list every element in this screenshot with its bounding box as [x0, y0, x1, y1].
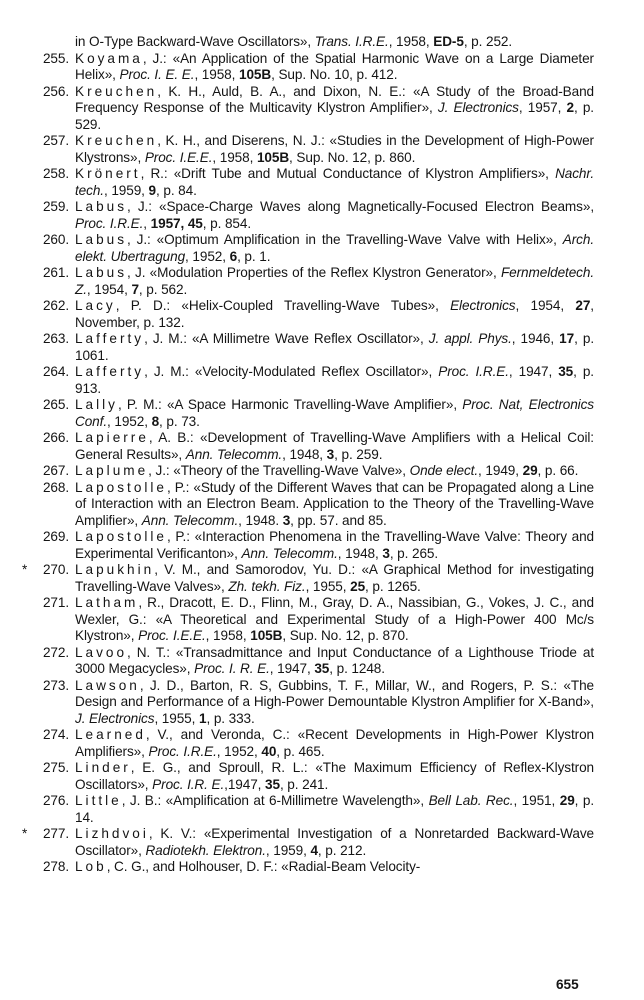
reference-details: , K. V.: «Experimental Investigation of a Nonretarded Backward-Wave Oscillator»,: [75, 826, 594, 858]
reference-details: , P. D.: «Helix-Coupled Travelling-Wave Tubes»,: [115, 298, 451, 313]
reference-details: , R., Dracott, E. D., Flinn, M., Gray, D. A., Nassibian, G., Vokes, J. C., and Wexler, G.: «A Theoretical and Experimental Study of a High-Power 400 Mc/s Klystron»,: [75, 595, 594, 643]
reference-journal: Radiotekh. Elektron.: [145, 842, 266, 858]
reference-details: , J.: «Theory of the Travelling-Wave Valve»,: [148, 463, 410, 478]
reference-author: Lapostolle: [75, 529, 167, 544]
reference-journal: J. appl. Phys.: [428, 331, 512, 346]
reference-volume: 105B: [250, 628, 283, 643]
reference-pages: , p. 1061.: [75, 331, 594, 363]
reference-author: Kreuchen: [75, 83, 158, 99]
reference-author: Laplume: [75, 463, 149, 478]
reference-pages: , p. 259.: [334, 446, 383, 462]
reference-journal: Proc. I. R. E.: [194, 661, 270, 676]
reference-number: 261.: [42, 265, 69, 280]
reference-text: [75, 793, 594, 826]
reference-author: Lob: [75, 859, 107, 874]
reference-pages: , p. 562.: [138, 281, 188, 297]
reference-author: Labus: [75, 265, 128, 280]
reference-entry: [22, 562, 594, 595]
reference-pages: , p. 854.: [202, 215, 252, 231]
reference-pages: , p. 529.: [75, 100, 594, 132]
reference-year: , 1959,: [265, 842, 311, 858]
reference-text: [75, 529, 594, 562]
reference-pages: , p. 66.: [537, 463, 579, 478]
reference-year: , 1959,: [103, 182, 149, 198]
reference-journal: Proc. I. E. E.: [119, 67, 195, 82]
reference-volume: 35: [558, 364, 574, 379]
reference-details: , J. «Modulation Properties of the Reflex Klystron Generator»,: [127, 265, 501, 280]
reference-entry: [22, 678, 594, 728]
reference-pages: , p. 913.: [75, 364, 594, 396]
reference-pages: , p. 1248.: [329, 661, 385, 676]
reference-number: 276.: [42, 793, 69, 808]
reference-author: Lavoo: [75, 644, 128, 660]
reference-volume: 1957, 45: [150, 215, 203, 231]
reference-details: , P.: «Study of the Different Waves that can be Propagated along a Line of Interaction with an Electron Beam. Application to the Theory of the Travelling-Wave Amplifier»,: [75, 479, 594, 528]
reference-volume: 1: [199, 710, 207, 726]
reference-text: [75, 298, 594, 331]
reference-number: 266.: [42, 430, 69, 445]
reference-pages: , p. 265.: [389, 545, 439, 561]
reference-author: Kreuchen: [75, 133, 158, 148]
reference-year: , 1952,: [185, 248, 230, 264]
reference-year: , 1954,: [515, 298, 576, 313]
reference-details: , J. D., Barton, R. S, Gubbins, T. F., Millar, W., and Rogers, P. S.: «The Design and Performance of a High-Power Demountable Klystron Amplifier for X-Band»,: [75, 677, 594, 709]
reference-year: , 1946,: [511, 331, 560, 346]
reference-year: , 1958,: [212, 149, 257, 165]
reference-entry: [22, 397, 594, 430]
reference-journal: Ann. Telecomm.: [185, 446, 283, 462]
reference-number: 255.: [42, 50, 69, 66]
reference-number: 275.: [42, 760, 69, 775]
reference-year: , 1948,: [282, 446, 327, 462]
reference-journal: Bell Lab. Rec.: [428, 793, 514, 808]
reference-number: 259.: [42, 199, 69, 214]
reference-year: , 1947,: [508, 364, 559, 379]
reference-journal: Zh. tekh. Fiz.: [228, 578, 306, 594]
reference-pages: , p. 84.: [156, 182, 197, 198]
reference-details: , J. M.: «Velocity-Modulated Reflex Oscillator»,: [144, 364, 439, 379]
reference-number: 271.: [42, 595, 69, 610]
reference-number: 278.: [42, 859, 69, 874]
reference-entry: [22, 199, 594, 232]
reference-author: Little: [75, 793, 122, 808]
reference-details: , V., and Veronda, C.: «Recent Developments in High-Power Klystron Amplifiers»,: [75, 727, 594, 759]
reference-number: 262.: [42, 298, 69, 313]
reference-entry: [22, 826, 594, 859]
reference-volume: 105B: [239, 67, 272, 82]
reference-details: , J.: «An Application of the Spatial Harmonic Wave on a Large Diameter Helix»,: [75, 50, 594, 82]
reference-year: ,: [143, 215, 151, 231]
reference-entry: [22, 232, 594, 265]
reference-volume: 35: [265, 776, 280, 792]
reference-text: [75, 760, 594, 793]
reference-text: [75, 562, 594, 595]
reference-text: [75, 595, 594, 645]
reference-number: 264.: [42, 364, 69, 379]
reference-details: , K. H., Auld, B. A., and Dixon, N. E.: «A Study of the Broad-Band Frequency Response of the Multicavity Klystron Amplifier»,: [75, 83, 594, 115]
reference-pages: , p. 73.: [159, 413, 200, 429]
reference-details: , E. G., and Sproull, R. L.: «The Maximum Efficiency of Reflex-Klystron Oscillators»,: [75, 760, 594, 792]
reference-number: 256.: [42, 83, 69, 99]
reference-text: [75, 331, 594, 364]
reference-details: , P. M.: «A Space Harmonic Travelling-Wave Amplifier»,: [117, 397, 463, 412]
reference-details: , J. M.: «A Millimetre Wave Reflex Oscillator»,: [144, 331, 429, 346]
reference-entry: [22, 859, 594, 876]
reference-entry: [22, 760, 594, 793]
reference-entry: [22, 51, 594, 84]
reference-entry: [22, 645, 594, 678]
reference-number: 277.: [42, 826, 69, 841]
reference-volume: 25: [350, 578, 366, 594]
reference-journal: J. Electronics: [75, 710, 155, 726]
reference-volume: 3: [326, 446, 335, 462]
reference-volume: 2: [566, 100, 574, 115]
reference-details: , V. M., and Samorodov, Yu. D.: «A Graphical Method for investigating Travelling-Wave Valves»,: [75, 562, 594, 594]
reference-details: , J.: «Optimum Amplification in the Travelling-Wave Valve with Helix»,: [127, 232, 563, 247]
reference-details: , P.: «Interaction Phenomena in the Travelling-Wave Valve: Theory and Experimental Verificanton»,: [75, 529, 594, 561]
reference-author: Lafferty: [75, 331, 145, 346]
reference-year: , 1948.: [238, 512, 283, 528]
reference-pages: , p. 212.: [317, 842, 367, 858]
reference-details: , K. H., and Diserens, N. J.: «Studies in the Development of High-Power Klystrons»,: [75, 133, 594, 165]
reference-volume: 3: [282, 512, 291, 528]
reference-number: 263.: [42, 331, 69, 346]
reference-details: , A. B.: «Development of Travelling-Wave Amplifiers with a Helical Coil: General Results»,: [75, 430, 594, 462]
reference-year: , 1955,: [305, 578, 351, 594]
reference-details: , J. B.: «Amplification at 6-Millimetre Wavelength»,: [121, 793, 429, 808]
reference-number: 268.: [42, 479, 69, 495]
reference-star-marker: *: [22, 562, 28, 577]
reference-author: Lafferty: [75, 364, 145, 379]
reference-volume: 3: [382, 545, 390, 561]
reference-pages: , p. 465.: [276, 743, 325, 759]
reference-year: , 1952,: [107, 413, 152, 429]
reference-volume: 35: [314, 661, 330, 676]
reference-volume: 9: [148, 182, 157, 198]
reference-author: Latham: [75, 595, 139, 610]
reference-number: 269.: [42, 529, 69, 544]
reference-volume: 4: [310, 842, 318, 858]
reference-pages: , p. 14.: [75, 793, 594, 825]
reference-journal: Proc. I.E.E.: [144, 149, 213, 165]
reference-author: Lapostolle: [75, 479, 167, 495]
reference-text: [75, 133, 594, 166]
reference-volume: 40: [261, 743, 277, 759]
reference-entry: [22, 166, 594, 199]
reference-number: 260.: [42, 232, 69, 247]
reference-text: [75, 645, 594, 678]
reference-journal: Proc. Nat, Electronics Conf.: [75, 397, 594, 429]
reference-author: Lapukhin: [75, 562, 155, 577]
reference-entry: [22, 463, 594, 480]
reference-volume: 29: [559, 793, 575, 808]
reference-year: , 1957,: [518, 100, 567, 115]
reference-journal: Electronics: [450, 298, 516, 313]
reference-entry: [22, 265, 594, 298]
reference-entry: [22, 298, 594, 331]
reference-number: 267.: [42, 463, 69, 478]
reference-volume: 6: [229, 248, 238, 264]
reference-details: , J.: «Space-Charge Waves along Magnetically-Focused Electron Beams»,: [127, 199, 594, 214]
reference-number: 258.: [42, 166, 69, 181]
reference-journal: Ann. Telecomm.: [241, 545, 338, 561]
reference-author: Learned: [75, 727, 146, 742]
reference-entries: [22, 51, 594, 876]
reference-year: , 1952,: [216, 743, 262, 759]
reference-journal: Nachr. tech.: [75, 166, 594, 198]
reference-journal: Proc. I.R. E.: [152, 776, 225, 792]
reference-volume: 17: [559, 331, 575, 346]
reference-year: , 1958,: [205, 628, 251, 643]
reference-text: [75, 364, 594, 397]
reference-continuation: in O-Type Backward-Wave Oscillators», Trans. I.R.E., 1958, ED-5, p. 252.: [75, 34, 513, 49]
reference-journal: Arch. elekt. Ubertragung: [75, 232, 594, 264]
reference-list: [22, 34, 594, 876]
reference-volume: 27: [575, 298, 591, 313]
reference-year: , 1947,: [269, 661, 315, 676]
reference-number: 257.: [42, 133, 69, 148]
reference-entry: [22, 529, 594, 562]
reference-year: , 1951,: [513, 793, 560, 808]
reference-pages: , p. 1.: [237, 248, 271, 264]
reference-author: Labus: [75, 199, 128, 214]
reference-pages: , p. 241.: [279, 776, 329, 792]
reference-number: 265.: [42, 397, 69, 412]
reference-pages: , Sup. No. 12, p. 860.: [289, 149, 416, 165]
reference-pages: , Sup. No. 10, p. 412.: [271, 67, 398, 82]
reference-pages: , p. 1265.: [365, 578, 421, 594]
reference-entry: [22, 430, 594, 463]
reference-entry: [22, 133, 594, 166]
reference-journal: Proc. I.R.E.: [438, 364, 509, 379]
reference-year: ,1947,: [224, 776, 266, 792]
reference-entry: [22, 480, 594, 530]
reference-number: 272.: [42, 644, 69, 660]
reference-entry: [22, 364, 594, 397]
reference-author: Linder: [75, 760, 131, 775]
reference-text: [75, 678, 594, 728]
reference-volume: 29: [522, 463, 538, 478]
reference-entry: [22, 793, 594, 826]
reference-pages: , November, p. 132.: [75, 298, 594, 330]
reference-volume: 105B: [256, 149, 290, 165]
reference-text: [75, 51, 594, 84]
reference-text: [75, 232, 594, 265]
reference-text: [75, 166, 594, 199]
reference-number: 274.: [42, 727, 69, 742]
reference-number: 270.: [42, 562, 69, 577]
reference-year: , 1958,: [194, 67, 239, 82]
reference-details: , C. G., and Holhouser, D. F.: «Radial-Beam Velocity-: [106, 859, 421, 874]
reference-year: , 1949,: [478, 463, 523, 478]
reference-entry: [22, 84, 594, 134]
page-number: 655: [556, 977, 579, 992]
reference-text: [75, 480, 594, 530]
reference-year: , 1948,: [337, 545, 383, 561]
reference-journal: Proc. I.R.E.: [75, 215, 144, 231]
reference-journal: Fernmeldetech. Z.: [75, 265, 594, 297]
reference-text: [75, 430, 594, 463]
reference-text: [75, 397, 594, 430]
reference-journal: Onde elect.: [409, 463, 479, 478]
reference-author: Lacy: [75, 298, 116, 313]
reference-journal: J. Electronics: [437, 100, 519, 115]
reference-year: , 1955,: [154, 710, 199, 726]
reference-author: Krönert: [75, 166, 141, 181]
reference-star-marker: *: [22, 826, 28, 841]
reference-author: Koyama: [75, 50, 143, 66]
reference-text: [75, 265, 594, 298]
reference-volume: 8: [151, 413, 160, 429]
reference-author: Labus: [75, 232, 128, 247]
reference-journal: Proc. I.E.E.: [138, 628, 206, 643]
reference-text: [75, 859, 594, 876]
reference-text: [75, 826, 594, 859]
reference-journal: Proc. I.R.E.: [148, 743, 217, 759]
reference-text: [75, 84, 594, 134]
reference-entry: [22, 727, 594, 760]
reference-author: Lally: [75, 397, 118, 412]
reference-pages: , p. 333.: [206, 710, 255, 726]
reference-author: Lizhdvoi: [75, 826, 149, 841]
reference-text: [75, 727, 594, 760]
reference-author: Lapierre: [75, 430, 149, 445]
reference-pages: , Sup. No. 12, p. 870.: [282, 628, 409, 643]
reference-details: , R.: «Drift Tube and Mutual Conductance of Klystron Amplifiers»,: [140, 166, 556, 181]
reference-text: [75, 199, 594, 232]
reference-volume: 7: [131, 281, 139, 297]
reference-pages: , pp. 57. and 85.: [290, 512, 387, 528]
reference-entry: [22, 595, 594, 645]
reference-year: , 1954,: [86, 281, 132, 297]
reference-entry: [22, 331, 594, 364]
reference-text: [75, 463, 594, 480]
reference-details: , N. T.: «Transadmittance and Input Conductance of a Lighthouse Triode at 3000 Megacycles»,: [75, 644, 594, 676]
reference-author: Lawson: [75, 677, 140, 693]
reference-journal: Ann. Telecomm.: [141, 512, 239, 528]
reference-number: 273.: [42, 677, 69, 693]
